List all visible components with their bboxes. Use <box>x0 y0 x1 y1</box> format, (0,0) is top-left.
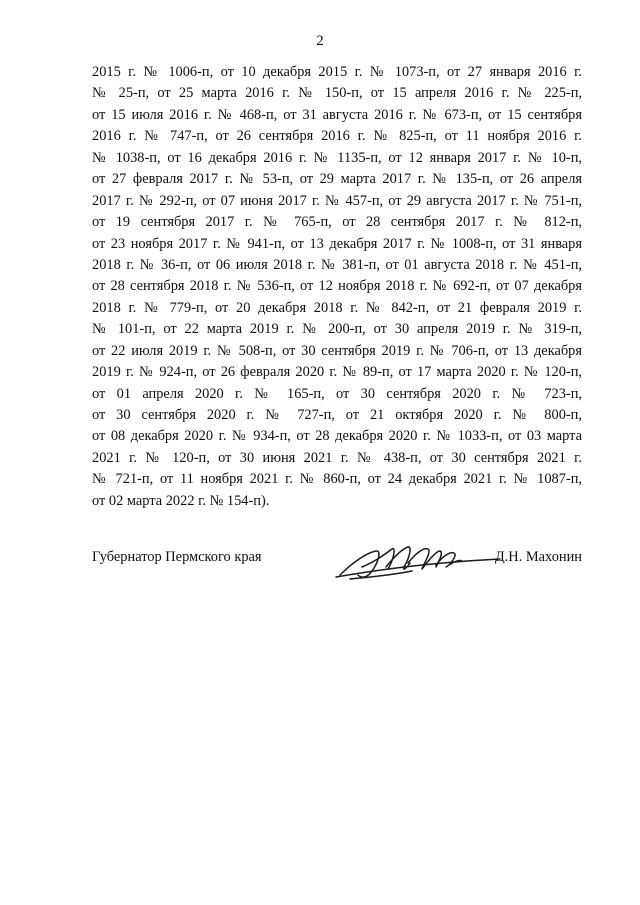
body-line: № 1038-п, от 16 декабря 2016 г. № 1135-п, от 12 января 2017 г. № 10-п, <box>92 149 582 166</box>
body-line: от 28 сентября 2018 г. № 536-п, от 12 ноября 2018 г. № 692-п, от 07 декабря <box>92 278 582 295</box>
body-line: от 19 сентября 2017 г. № 765-п, от 28 сентября 2017 г. № 812-п, <box>92 214 582 231</box>
body-line: от 08 декабря 2020 г. № 934-п, от 28 декабря 2020 г. № 1033-п, от 03 марта <box>92 428 582 445</box>
signature-block <box>92 545 582 585</box>
body-line: 2015 г. № 1006-п, от 10 декабря 2015 г. № 1073-п, от 27 января 2016 г. <box>92 64 582 80</box>
body-line: от 27 февраля 2017 г. № 53-п, от 29 марта 2017 г. № 135-п, от 26 апреля <box>92 171 582 188</box>
body-line: № 25-п, от 25 марта 2016 г. № 150-п, от 15 апреля 2016 г. № 225-п, <box>92 85 582 102</box>
body-line: 2021 г. № 120-п, от 30 июня 2021 г. № 438-п, от 30 сентября 2021 г. <box>92 449 582 466</box>
signer-name: Д.Н. Махонин <box>494 549 582 565</box>
page-number: 2 <box>316 33 324 49</box>
body-line: от 30 сентября 2020 г. № 727-п, от 21 октября 2020 г. № 800-п, <box>92 407 582 423</box>
body-line: 2016 г. № 747-п, от 26 сентября 2016 г. № 825-п, от 11 ноября 2016 г. <box>92 128 582 145</box>
body-line: от 01 апреля 2020 г. № 165-п, от 30 сентября 2020 г. № 723-п, <box>92 385 582 402</box>
body-line: от 15 июля 2016 г. № 468-п, от 31 августа 2016 г. № 673-п, от 15 сентября <box>92 106 582 123</box>
body-line: № 101-п, от 22 марта 2019 г. № 200-п, от 30 апреля 2019 г. № 319-п, <box>92 321 582 338</box>
body-line: от 22 июля 2019 г. № 508-п, от 30 сентября 2019 г. № 706-п, от 13 декабря <box>92 342 582 359</box>
body-text <box>92 62 582 512</box>
signer-title: Губернатор Пермского края <box>92 549 262 565</box>
body-line: от 23 ноября 2017 г. № 941-п, от 13 декабря 2017 г. № 1008-п, от 31 января <box>92 235 582 252</box>
body-line: 2018 г. № 779-п, от 20 декабря 2018 г. № 842-п, от 21 февраля 2019 г. <box>92 299 582 316</box>
body-line: 2019 г. № 924-п, от 26 февраля 2020 г. № 89-п, от 17 марта 2020 г. № 120-п, <box>92 364 582 381</box>
handwritten-signature <box>332 541 502 585</box>
body-line: от 02 марта 2022 г. № 154-п). <box>92 492 270 509</box>
body-line: 2018 г. № 36-п, от 06 июля 2018 г. № 381-п, от 01 августа 2018 г. № 451-п, <box>92 256 582 273</box>
body-line: № 721-п, от 11 ноября 2021 г. № 860-п, от 24 декабря 2021 г. № 1087-п, <box>92 471 582 488</box>
body-line: 2017 г. № 292-п, от 07 июня 2017 г. № 457-п, от 29 августа 2017 г. № 751-п, <box>92 192 582 209</box>
